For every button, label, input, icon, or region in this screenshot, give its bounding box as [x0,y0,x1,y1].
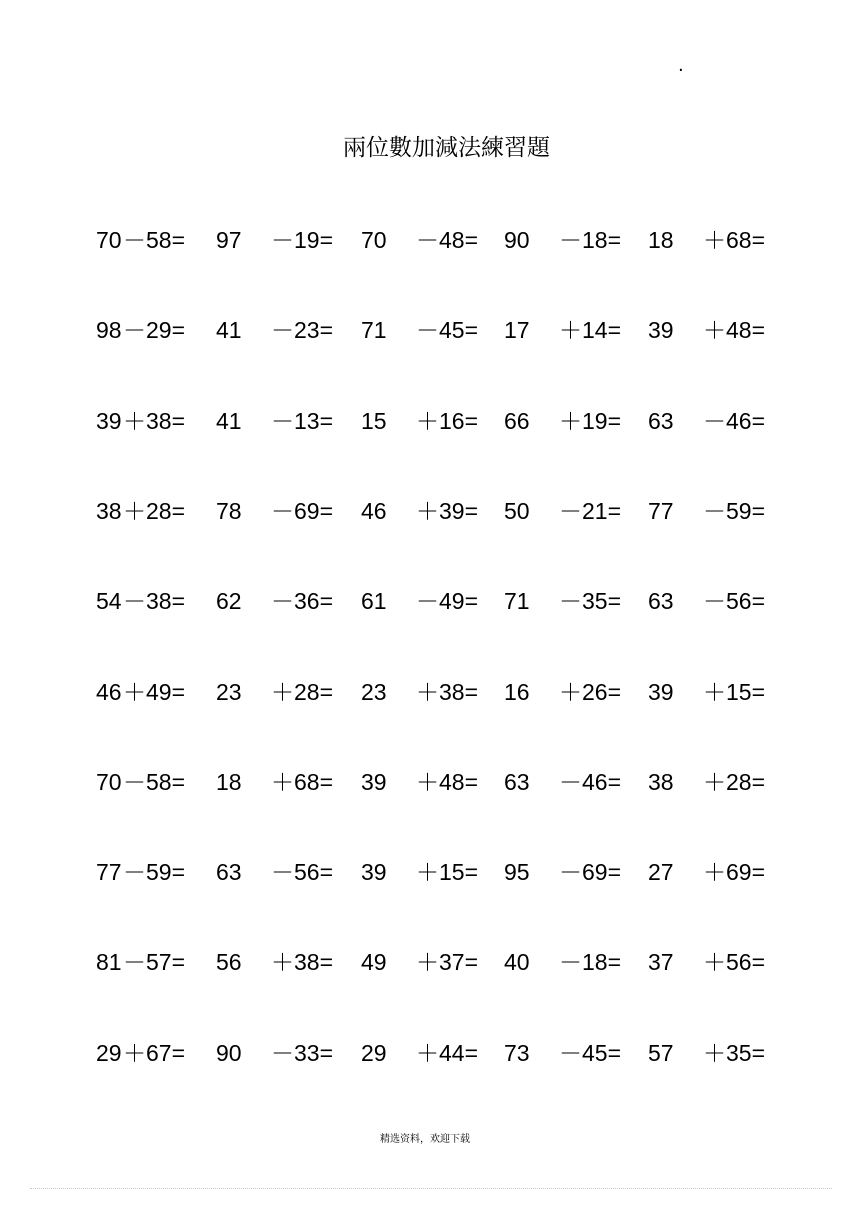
first-operand: 62 [216,588,242,614]
first-operand: 63 [504,769,530,795]
operator-second-operand: －46= [559,769,622,795]
first-operand: 29 [361,1040,387,1066]
operator-second-operand: ＋35= [703,1040,766,1066]
operator-second-operand: －48= [416,227,479,253]
operator-second-operand: ＋67= [123,1040,186,1066]
corner-mark: . [678,55,684,76]
operator-second-operand: －23= [271,317,334,343]
problem-row [0,310,860,350]
operator-second-operand: －18= [559,227,622,253]
operator-second-operand: ＋19= [559,408,622,434]
operator-second-operand: ＋28= [703,769,766,795]
operator-second-operand: ＋39= [416,498,479,524]
operator-second-operand: ＋15= [703,679,766,705]
operator-second-operand: －56= [271,859,334,885]
operator-second-operand: ＋68= [703,227,766,253]
first-operand: 98 [96,317,122,343]
first-operand: 46 [96,679,122,705]
operator-second-operand: ＋26= [559,679,622,705]
first-operand: 18 [216,769,242,795]
first-operand: 77 [648,498,674,524]
problem-row [0,852,860,892]
first-operand: 46 [361,498,387,524]
problem-row [0,672,860,712]
first-operand: 70 [361,227,387,253]
operator-second-operand: －59= [703,498,766,524]
operator-second-operand: ＋56= [703,949,766,975]
first-operand: 18 [648,227,674,253]
operator-second-operand: －38= [123,588,186,614]
operator-second-operand: －29= [123,317,186,343]
first-operand: 16 [504,679,530,705]
operator-second-operand: ＋15= [416,859,479,885]
first-operand: 39 [361,769,387,795]
operator-second-operand: －56= [703,588,766,614]
operator-second-operand: －58= [123,769,186,795]
first-operand: 63 [648,588,674,614]
first-operand: 63 [648,408,674,434]
bottom-divider [30,1188,832,1189]
first-operand: 73 [504,1040,530,1066]
first-operand: 23 [361,679,387,705]
first-operand: 61 [361,588,387,614]
operator-second-operand: ＋38= [271,949,334,975]
first-operand: 39 [648,317,674,343]
operator-second-operand: ＋16= [416,408,479,434]
problem-row [0,1033,860,1073]
first-operand: 17 [504,317,530,343]
first-operand: 49 [361,949,387,975]
first-operand: 39 [361,859,387,885]
operator-second-operand: －58= [123,227,186,253]
first-operand: 77 [96,859,122,885]
footer-note: 精选资料，欢迎下载 [380,1134,470,1145]
first-operand: 63 [216,859,242,885]
operator-second-operand: －45= [416,317,479,343]
first-operand: 50 [504,498,530,524]
first-operand: 29 [96,1040,122,1066]
first-operand: 90 [216,1040,242,1066]
first-operand: 57 [648,1040,674,1066]
operator-second-operand: ＋37= [416,949,479,975]
operator-second-operand: －35= [559,588,622,614]
first-operand: 70 [96,769,122,795]
operator-second-operand: ＋44= [416,1040,479,1066]
first-operand: 41 [216,408,242,434]
operator-second-operand: ＋28= [123,498,186,524]
operator-second-operand: ＋38= [123,408,186,434]
operator-second-operand: ＋48= [703,317,766,343]
problem-row [0,491,860,531]
first-operand: 71 [361,317,387,343]
operator-second-operand: －46= [703,408,766,434]
operator-second-operand: －57= [123,949,186,975]
first-operand: 27 [648,859,674,885]
operator-second-operand: ＋38= [416,679,479,705]
operator-second-operand: ＋68= [271,769,334,795]
operator-second-operand: －19= [271,227,334,253]
first-operand: 38 [648,769,674,795]
first-operand: 54 [96,588,122,614]
first-operand: 70 [96,227,122,253]
first-operand: 90 [504,227,530,253]
operator-second-operand: ＋48= [416,769,479,795]
operator-second-operand: －18= [559,949,622,975]
first-operand: 15 [361,408,387,434]
problem-row [0,220,860,260]
page-title: 兩位數加減法練習題 [343,135,550,161]
first-operand: 39 [648,679,674,705]
first-operand: 39 [96,408,122,434]
first-operand: 95 [504,859,530,885]
first-operand: 78 [216,498,242,524]
operator-second-operand: ＋28= [271,679,334,705]
operator-second-operand: －36= [271,588,334,614]
operator-second-operand: ＋14= [559,317,622,343]
first-operand: 71 [504,588,530,614]
first-operand: 41 [216,317,242,343]
operator-second-operand: ＋69= [703,859,766,885]
operator-second-operand: ＋49= [123,679,186,705]
operator-second-operand: －59= [123,859,186,885]
operator-second-operand: －13= [271,408,334,434]
first-operand: 97 [216,227,242,253]
operator-second-operand: －33= [271,1040,334,1066]
first-operand: 66 [504,408,530,434]
problem-row [0,581,860,621]
problem-row [0,942,860,982]
operator-second-operand: －21= [559,498,622,524]
first-operand: 38 [96,498,122,524]
operator-second-operand: －49= [416,588,479,614]
first-operand: 37 [648,949,674,975]
first-operand: 56 [216,949,242,975]
operator-second-operand: －69= [559,859,622,885]
problem-row [0,401,860,441]
first-operand: 40 [504,949,530,975]
first-operand: 81 [96,949,122,975]
operator-second-operand: －69= [271,498,334,524]
operator-second-operand: －45= [559,1040,622,1066]
first-operand: 23 [216,679,242,705]
problem-row [0,762,860,802]
